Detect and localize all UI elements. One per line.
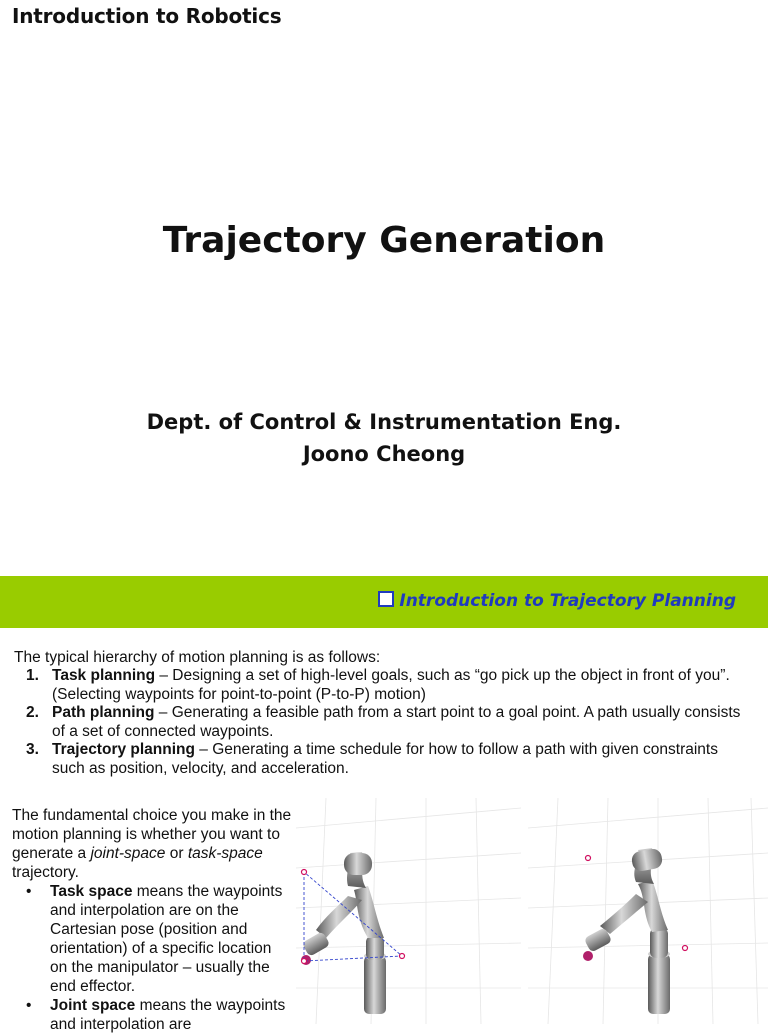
right-robot-arm	[583, 848, 670, 1014]
list-item	[26, 667, 746, 704]
space-bullets	[22, 882, 292, 1034]
choice-emphasis: task-space	[187, 845, 263, 862]
step-term: Task planning	[52, 667, 156, 684]
section-banner	[0, 576, 768, 628]
step-number: 1.	[26, 667, 39, 684]
choice-text: trajectory.	[12, 864, 79, 881]
bullet-term: Task space	[50, 883, 133, 900]
list-item	[26, 704, 746, 741]
author-name: Joono Cheong	[302, 442, 466, 466]
banner-title	[378, 591, 736, 611]
bullet-icon: •	[26, 997, 32, 1014]
hierarchy-intro: The typical hierarchy of motion planning is as follows:	[14, 649, 381, 666]
course-title: Introduction to Robotics	[12, 4, 282, 28]
planning-steps-list	[26, 667, 746, 778]
banner-title-text: Introduction to Trajectory Planning	[399, 591, 736, 611]
choice-text: The fundamental choice you make in the motion planning is whether you want to generate a	[12, 807, 292, 862]
bullet-text: means the waypoints and interpolation are	[50, 997, 286, 1033]
step-text: – Generating a feasible path from a start point to a goal point. A path usually consists of a set of connected waypoints.	[52, 704, 741, 740]
left-grid	[296, 798, 521, 1024]
bullet-text: means the waypoints and interpolation are on the Cartesian pose (position and orientation) of a specific location on the manipulator – usually the end effector.	[50, 883, 283, 995]
list-item	[26, 741, 746, 778]
step-text: – Generating a time schedule for how to follow a path with given constraints such as position, velocity, and acceleration.	[52, 741, 718, 777]
step-term: Trajectory planning	[52, 741, 195, 758]
slide-main-title: Trajectory Generation	[162, 220, 606, 261]
bullet-icon: •	[26, 883, 32, 900]
robot-arm-figure	[296, 798, 768, 1024]
step-term: Path planning	[52, 704, 155, 721]
department-line: Dept. of Control & Instrumentation Eng.	[146, 410, 622, 434]
step-number: 3.	[26, 741, 39, 758]
step-text: – Designing a set of high-level goals, such as “go pick up the object in front of you”. (Selecting waypoints for point-to-point (P-to-P) motion)	[52, 667, 730, 703]
left-robot-arm	[301, 852, 386, 1014]
step-number: 2.	[26, 704, 39, 721]
list-item	[22, 882, 292, 996]
choice-text: or	[165, 845, 188, 862]
list-item	[22, 996, 292, 1034]
choice-emphasis: joint-space	[90, 845, 166, 862]
fundamental-choice-paragraph	[12, 806, 294, 882]
checkbox-icon	[378, 591, 394, 607]
bullet-term: Joint space	[50, 997, 136, 1014]
